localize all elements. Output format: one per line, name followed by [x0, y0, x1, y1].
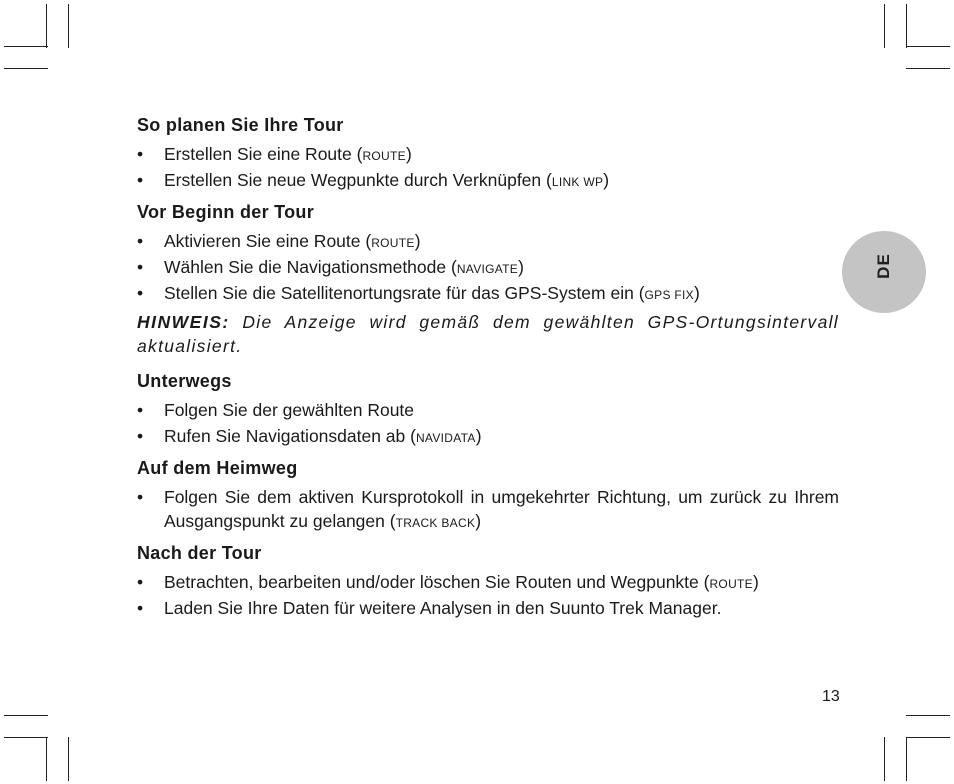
crop-mark	[906, 4, 907, 48]
list-item: • Stellen Sie die Satellitenortungsrate für das GPS-System ein (GPS FIX)	[137, 281, 839, 307]
crop-mark	[906, 68, 950, 69]
list-item: • Erstellen Sie neue Wegpunkte durch Verknüpfen (LINK WP)	[137, 168, 839, 194]
crop-mark	[906, 737, 907, 781]
crop-mark	[4, 46, 48, 47]
note-paragraph	[137, 310, 839, 358]
bullet-list	[137, 570, 839, 622]
crop-mark	[4, 68, 48, 69]
crop-mark	[46, 737, 47, 781]
page-number: 13	[822, 688, 840, 705]
crop-mark	[68, 4, 69, 48]
crop-mark	[884, 4, 885, 48]
list-item: • Erstellen Sie eine Route (ROUTE)	[137, 142, 839, 168]
crop-mark	[4, 737, 48, 738]
list-item: • Rufen Sie Navigationsdaten ab (NAVIDATA)	[137, 424, 839, 450]
crop-mark	[906, 715, 950, 716]
language-tab	[842, 231, 926, 313]
note-label: HINWEIS:	[137, 312, 230, 332]
bullet-list	[137, 229, 839, 307]
crop-mark	[68, 737, 69, 781]
crop-mark	[46, 4, 47, 48]
section-title: So planen Sie Ihre Tour	[137, 115, 344, 135]
crop-mark	[906, 737, 950, 738]
section-title: Auf dem Heimweg	[137, 458, 298, 478]
list-item: • Folgen Sie der gewählten Route	[137, 398, 839, 424]
crop-mark	[884, 737, 885, 781]
section-title: Nach der Tour	[137, 543, 262, 563]
crop-mark	[4, 715, 48, 716]
bullet-list	[137, 485, 839, 535]
section-title: Unterwegs	[137, 371, 232, 391]
list-item: • Wählen Sie die Navigationsmethode (NAVIGATE)	[137, 255, 839, 281]
bullet-list	[137, 398, 839, 450]
section-title: Vor Beginn der Tour	[137, 202, 315, 222]
list-item: • Aktivieren Sie eine Route (ROUTE)	[137, 229, 839, 255]
list-item: • Betrachten, bearbeiten und/oder löschen Sie Routen und Wegpunkte (ROUTE)	[137, 570, 839, 596]
language-tab-label: DE	[873, 253, 893, 279]
list-item: • Folgen Sie dem aktiven Kursprotokoll in umgekehrter Richtung, um zurück zu Ihrem Ausgangspunkt zu gelangen (TRACK BACK)	[137, 485, 839, 535]
list-item: • Laden Sie Ihre Daten für weitere Analysen in den Suunto Trek Manager.	[137, 596, 839, 622]
note-text: Die Anzeige wird gemäß dem gewählten GPS-Ortungsintervall aktualisiert.	[137, 312, 839, 356]
bullet-list	[137, 142, 839, 194]
main-content	[137, 114, 839, 622]
crop-mark	[906, 46, 950, 47]
